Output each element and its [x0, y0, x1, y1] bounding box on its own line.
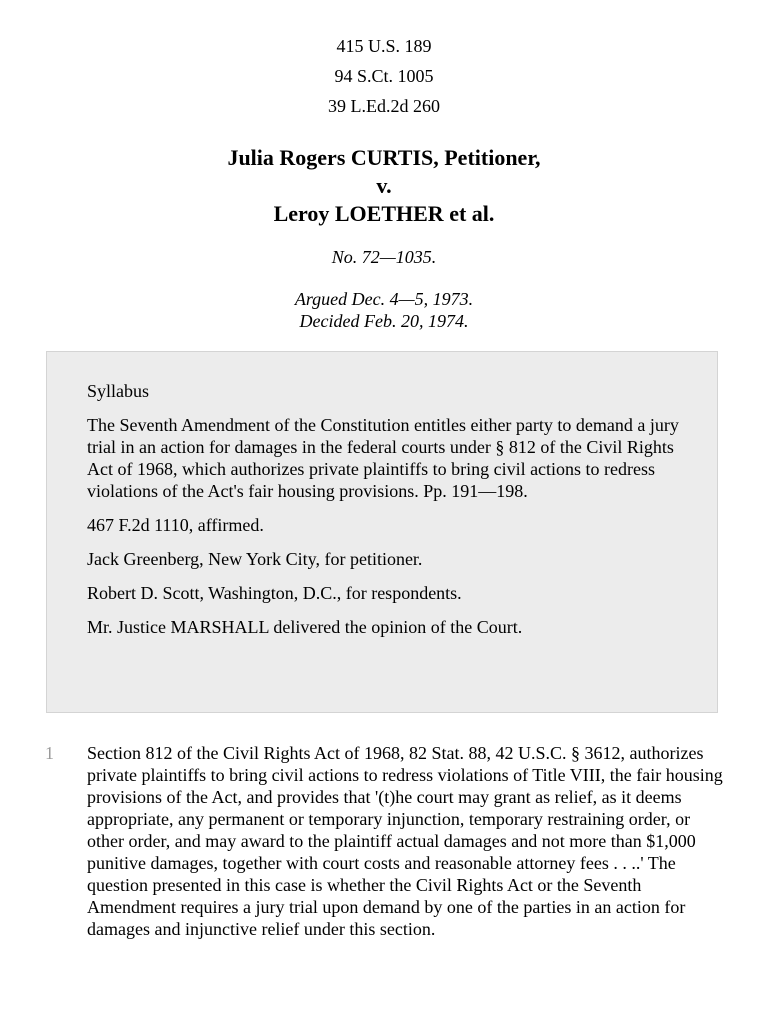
syllabus-summary: The Seventh Amendment of the Constitution entitles either party to demand a jury trial in an action for damages in the federal courts under § 812 of the Civil Rights Act of 1968, which authorizes private plaintiffs to bring civil actions to redress violations of the Act's fair housing provisions. Pp. 191—198. — [87, 415, 679, 501]
counsel-respondents: Robert D. Scott, Washington, D.C., for respondents. — [87, 583, 462, 603]
syllabus-box — [46, 351, 718, 713]
docket-number: No. 72—1035. — [331, 247, 437, 267]
syllabus-disposition: 467 F.2d 1110, affirmed. — [87, 515, 264, 535]
counsel-petitioner: Jack Greenberg, New York City, for petitioner. — [87, 549, 423, 569]
lawyers-edition-citation: 39 L.Ed.2d 260 — [328, 96, 440, 116]
petitioner-name: Julia Rogers CURTIS, Petitioner, — [227, 145, 541, 170]
case-title — [0, 144, 768, 228]
versus-label: v. — [376, 173, 392, 198]
argued-date: Argued Dec. 4—5, 1973. — [294, 289, 474, 309]
citation-block — [0, 34, 768, 124]
us-reports-citation: 415 U.S. 189 — [336, 36, 432, 56]
case-dates — [0, 288, 768, 332]
decided-date: Decided Feb. 20, 1974. — [299, 311, 469, 331]
syllabus-heading: Syllabus — [87, 381, 150, 401]
respondent-name: Leroy LOETHER et al. — [273, 201, 495, 226]
supreme-court-reporter-citation: 94 S.Ct. 1005 — [334, 66, 434, 86]
opinion-author: Mr. Justice MARSHALL delivered the opinion of the Court. — [87, 617, 523, 637]
paragraph-number: 1 — [45, 743, 54, 763]
paragraph-text: Section 812 of the Civil Rights Act of 1968, 82 Stat. 88, 42 U.S.C. § 3612, authorizes private plaintiffs to bring civil actions to redress violations of Title VIII, the fair housing provisions of the Act, and provides that '(t)he court may grant as relief, as it deems appropriate, any permanent or temporary injunction, temporary restraining order, or other order, and may award to the plaintiff actual damages and not more than $1,000 punitive damages, together with court costs and reasonable attorney fees . . ..' The question presented in this case is whether the Civil Rights Act or the Seventh Amendment requires a jury trial upon demand by one of the parties in an action for damages and injunctive relief under this section. — [87, 743, 723, 939]
